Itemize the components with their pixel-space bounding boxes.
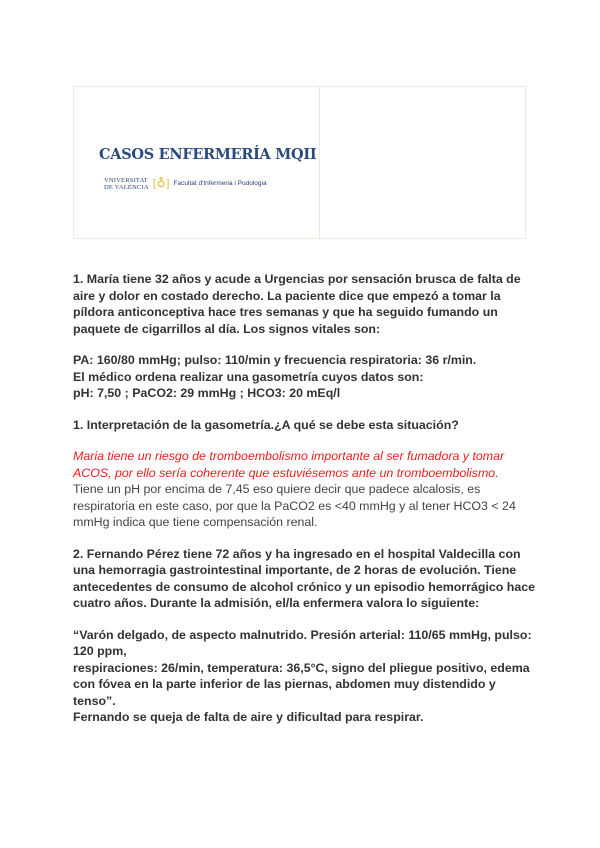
text-line: con fóvea en la parte inferior de las piernas, abdomen muy distendido y	[73, 677, 496, 691]
text-line: paquete de cigarrillos al día. Los signos vitales son:	[73, 321, 381, 336]
text-line: aire y dolor en costado derecho. La paciente dice que empezó a tomar la	[73, 288, 501, 303]
university-name-line: VNIVERSITAT	[104, 176, 148, 184]
case2-assessment	[73, 627, 543, 726]
text-line: Fernando se queja de falta de aire y dificultad para respirar.	[73, 710, 424, 724]
text-line: 2. Fernando Pérez tiene 72 años y ha ingresado en el hospital Valdecilla con	[73, 546, 521, 561]
document-body	[73, 271, 543, 726]
case1-question: 1. Interpretación de la gasometría.¿A qué se debe esta situación?	[73, 417, 459, 432]
text-line: PA: 160/80 mmHg; pulso: 110/min y frecuencia respiratoria: 36 r/min.	[73, 353, 477, 367]
text-line: ACOS, por ello sería coherente que estuviésemos ante un tromboembolismo.	[73, 465, 499, 480]
text-line: “Varón delgado, de aspecto malnutrido. Presión arterial: 110/65 mmHg, pulso:	[73, 627, 532, 642]
text-line: antecedentes de consumo de alcohol crónico y un episodio hemorrágico hace	[73, 579, 536, 594]
university-name	[104, 177, 149, 191]
case1-answer-highlight	[73, 448, 543, 481]
document-header	[73, 86, 526, 239]
text-line: Maria tiene un riesgo de tromboembolismo importante al ser fumadora y tomar	[73, 449, 505, 463]
text-line: El médico ordena realizar una gasometría cuyos datos son:	[73, 369, 424, 384]
case1-vitals	[73, 352, 543, 402]
text-line: 1. María tiene 32 años y acude a Urgencias por sensación brusca de falta de	[73, 272, 521, 286]
university-emblem-icon: [♁]	[152, 176, 170, 190]
university-name-line: DE VALÈNCIA	[104, 183, 149, 191]
faculty-name: Facultat d'Infermeria i Podologia	[173, 180, 267, 187]
text-line: respiraciones: 26/min, temperatura: 36,5°C, signo del pliegue positivo, edema	[73, 660, 530, 675]
header-left-cell	[74, 87, 320, 238]
case1-answer	[73, 481, 543, 531]
university-logo	[104, 176, 267, 191]
case2-intro	[73, 546, 543, 612]
case1-intro	[73, 271, 543, 337]
text-line: píldora anticonceptiva hace tres semanas y que ha seguido fumando un	[73, 305, 498, 319]
text-line: cuatro años. Durante la admisión, el/la enfermera valora lo siguiente:	[73, 596, 480, 610]
document-title: CASOS ENFERMERÍA MQII	[99, 146, 317, 163]
text-line: 120 ppm,	[73, 644, 127, 658]
text-line: tenso”.	[73, 693, 116, 708]
text-line: Tiene un pH por encima de 7,45 eso quiere decir que padece alcalosis, es	[73, 482, 481, 496]
text-line: pH: 7,50 ; PaCO2: 29 mmHg ; HCO3: 20 mEq/l	[73, 386, 341, 400]
text-line: una hemorragia gastrointestinal importante, de 2 horas de evolución. Tiene	[73, 563, 517, 577]
text-line: mmHg indica que tiene compensación renal.	[73, 515, 318, 529]
header-right-cell	[320, 87, 525, 238]
text-line: respiratoria en este caso, por que la PaCO2 es <40 mmHg y al tener HCO3 < 24	[73, 498, 516, 513]
